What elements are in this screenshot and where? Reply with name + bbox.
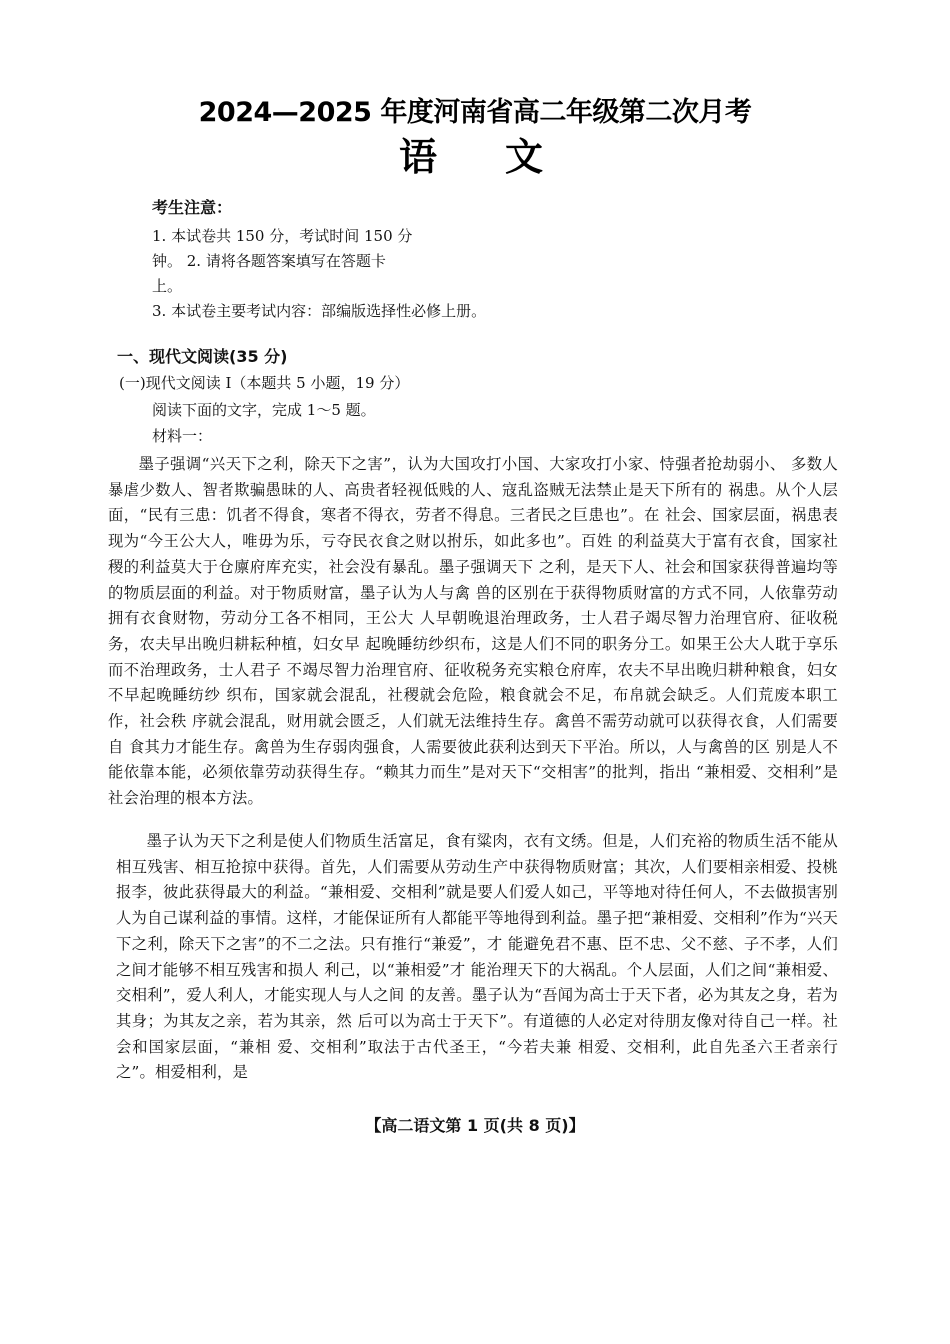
notice-line: 上。 [152, 277, 183, 295]
section-title: 一、现代文阅读(35 分) [117, 347, 288, 366]
candidate-notice [152, 195, 487, 324]
reading-instruction: 阅读下面的文字，完成 1～5 题。 [152, 401, 376, 419]
notice-line: 1. 本试卷共 150 分，考试时间 150 分 [152, 227, 413, 245]
section-subtitle: (一)现代文阅读 I（本题共 5 小题，19 分） [119, 374, 410, 392]
notice-heading: 考生注意： [152, 198, 233, 217]
notice-line: 钟。 2. 请将各题答案填写在答题卡 [152, 252, 386, 270]
material-paragraph-2: 墨子认为天下之利是使人们物质生活富足，食有粱肉，衣有文绣。但是，人们充裕的物质生活不能从相互残害、相互抢掠中获得。首先，人们需要从劳动生产中获得物质财富；其次，人们要相亲相爱、投桃报李，彼此获得最大的利益。“兼相爱、交相利”就是要人们爱人如己，平等地对待任何人，不去做损害别人为自己谋利益的事情。这样，才能保证所有人都能平等地得到利益。墨子把“兼相爱、交相利”作为“兴天下之利，除天下之害”的不二之法。只有推行“兼爱”，才 能避免君不惠、臣不忠、父不慈、子不孝，人们之间才能够不相互残害和损人 利己，以“兼相爱”才 能治理天下的大祸乱。个人层面，人们之间“兼相爱、交相利”，爱人利人，才能实现人与人之间 的友善。墨子认为“吾闻为高士于天下者，必为其友之身，若为其身；为其友之亲，若为其亲，然 后可以为高士于天下”。有道德的人必定对待朋友像对待自己一样。社会和国家层面，“兼相 爱、交相利”取法于古代圣王，“今若夫兼 相爱、交相利，此自先圣六王者亲行之”。相爱相利，是 [116, 832, 838, 1082]
material-label: 材料一： [152, 427, 213, 445]
exam-title: 2024—2025 年度河南省高二年级第二次月考 [198, 97, 752, 128]
subject-title: 语文 [398, 135, 611, 179]
material-paragraph-1: 墨子强调“兴天下之利，除天下之害”，认为大国攻打小国、大家攻打小家、恃强者抢劫弱小、 多数人暴虐少数人、智者欺骗愚昧的人、高贵者轻视低贱的人、寇乱盗贼无法禁止是天下所有的 祸患。从个人层面，“民有三患：饥者不得食，寒者不得衣，劳者不得息。三者民之巨患也”。在 社会、国家层面，祸患表现为“今王公大人，唯毋为乐，亏夺民衣食之财以拊乐，如此多也”。百姓 的利益莫大于富有衣食，国家社稷的利益莫大于仓廪府库充实，社会没有暴乱。墨子强调天下 之利，是天下人、社会和国家获得普遍均等的物质层面的利益。对于物质财富，墨子认为人与禽 兽的区别在于获得物质财富的方式不同，人依靠劳动拥有衣食财物，劳动分工各不相同，王公大 人早朝晚退治理政务，士人君子竭尽智力治理官府、征收税务，农夫早出晚归耕耘种植，妇女早 起晚睡纺纱织布，这是人们不同的职务分工。如果王公大人耽于享乐而不治理政务，士人君子 不竭尽智力治理官府、征收税务充实粮仓府库，农夫不早出晚归耕种粮食，妇女不早起晚睡纺纱 织布，国家就会混乱，社稷就会危险，粮食就会不足，布帛就会缺乏。人们荒废本职工作，社会秩 序就会混乱，财用就会匮乏，人们就无法维持生存。禽兽不需劳动就可以获得衣食，人们需要自 食其力才能生存。禽兽为生存弱肉强食，人需要彼此获利达到天下平治。所以，人与禽兽的区 别是人不能依靠本能，必须依靠劳动获得生存。“赖其力而生”是对天下“交相害”的批判，指出 “兼相爱、交相利”是社会治理的根本方法。 [108, 455, 838, 808]
page-footer: 【高二语文第 1 页(共 8 页)】 [365, 1116, 585, 1135]
notice-line: 3. 本试卷主要考试内容：部编版选择性必修上册。 [152, 302, 487, 320]
